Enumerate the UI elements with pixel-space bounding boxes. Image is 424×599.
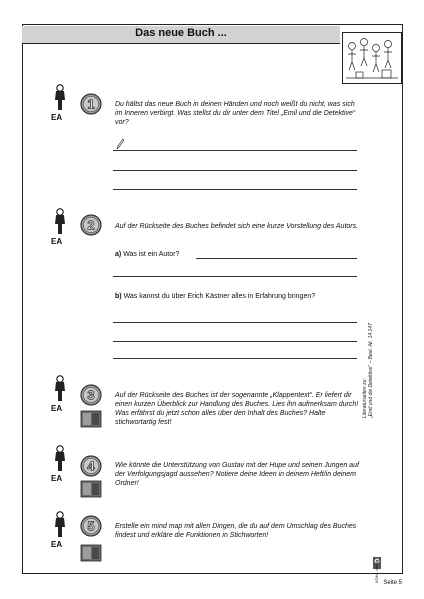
svg-text:2: 2 [87, 217, 95, 233]
answer-line[interactable] [113, 358, 357, 359]
answer-line[interactable] [113, 189, 357, 190]
answer-line[interactable] [113, 150, 357, 151]
task-5-text: Erstelle ein mind map mit allen Dingen, die du auf dem Umschlag des Buches findest und erkläre die Funktionen in Stichworten! [115, 523, 357, 539]
question-a [115, 251, 179, 258]
number-1-icon [80, 93, 102, 115]
person-icon [52, 208, 68, 236]
ea-label: EA [51, 404, 63, 413]
side-caption [362, 238, 374, 418]
question-b [115, 293, 315, 300]
task-3-text: Auf der Rückseite des Buches ist der sogenannte „Klappentext“. Er liefert dir einen kurzen Überblick zur Handlung des Buches. Lies ihn aufmerksam durch! Was erfährst du jetzt schon alles über den Inhalt des Buches? Halte stichwortartig fest! [115, 392, 359, 426]
svg-text:3: 3 [87, 387, 95, 403]
question-a-letter: a) [115, 251, 122, 258]
svg-text:5: 5 [87, 518, 95, 534]
page-title: Das neue Buch ... [135, 27, 227, 39]
ea-label: EA [51, 540, 63, 549]
person-icon [52, 84, 68, 112]
ea-label: EA [51, 474, 63, 483]
number-3-icon [80, 384, 102, 406]
svg-text:1: 1 [87, 96, 95, 112]
answer-line[interactable] [113, 170, 357, 171]
publisher-name: KOHL Verlag [374, 559, 379, 583]
question-b-letter: b) [115, 293, 122, 300]
question-b-text: Was kannst du über Erich Kästner alles in Erfahrung bringen? [123, 293, 316, 300]
page-number: Seite 5 [383, 580, 402, 586]
answer-line[interactable] [196, 258, 357, 259]
number-4-icon [80, 455, 102, 477]
svg-text:4: 4 [87, 458, 95, 474]
person-icon [52, 445, 68, 473]
task-2-text: Auf der Rückseite des Buches befindet sich eine kurze Vorstellung des Autors. [115, 223, 359, 230]
number-5-icon [80, 515, 102, 537]
task-4-text: Wie könnte die Unterstützung von Gustav mit der Hupe und seinen Jungen auf der Verfolgungsjagd aussehen? Notiere deine Ideen in deinem Heft/in deinem Ordner! [115, 462, 359, 487]
side-caption-line2: „Emil und die Detektive“ – Best.-Nr. 14 147 [368, 323, 374, 418]
side-caption-line1: Literaturseiten zu: [362, 378, 368, 418]
answer-line[interactable] [113, 276, 357, 277]
number-2-icon [80, 214, 102, 236]
book-icon [80, 544, 102, 562]
book-icon [80, 410, 102, 428]
person-icon [52, 511, 68, 539]
answer-line[interactable] [113, 341, 357, 342]
person-icon [52, 375, 68, 403]
ea-label: EA [51, 113, 63, 122]
ea-label: EA [51, 237, 63, 246]
answer-line[interactable] [113, 322, 357, 323]
book-icon [80, 480, 102, 498]
question-a-text: Was ist ein Autor? [123, 251, 180, 258]
task-1-text: Du hältst das neue Buch in deinen Händen und noch weißt du nicht, was sich im Inneren verbirgt. Was stellst du dir unter dem Titel „Emil und die Detektive“ vor? [115, 101, 356, 126]
children-illustration [342, 32, 402, 84]
pencil-icon [116, 138, 124, 150]
